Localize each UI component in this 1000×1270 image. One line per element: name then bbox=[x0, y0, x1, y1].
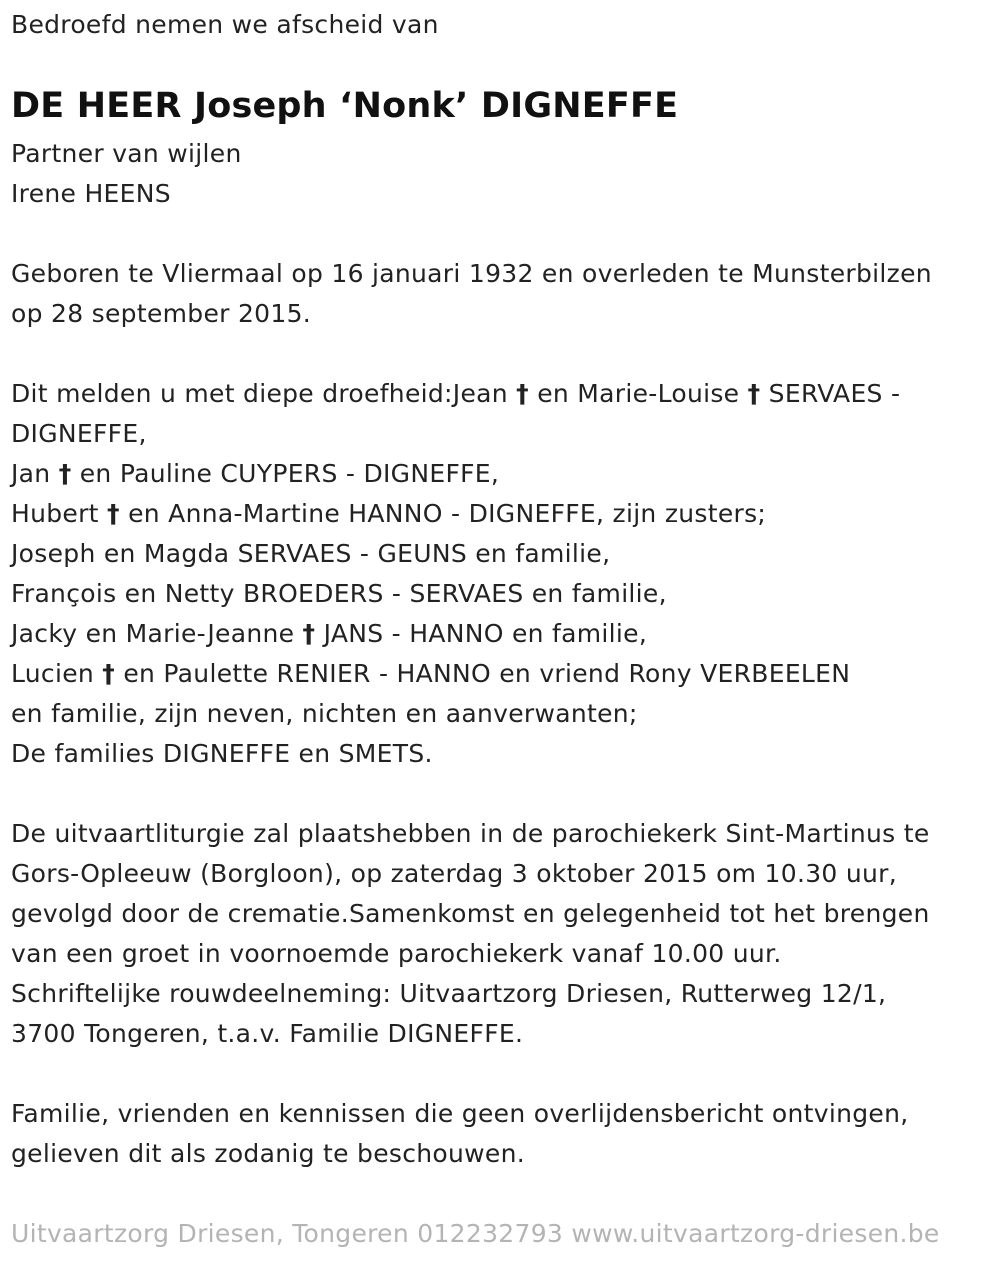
family-line-10: De families DIGNEFFE en SMETS. bbox=[11, 739, 433, 768]
family-line-3 bbox=[11, 454, 900, 494]
notice-section bbox=[11, 1094, 909, 1174]
family-line-9: en familie, zijn neven, nichten en aanverwanten; bbox=[11, 699, 638, 728]
notice-line-1: Familie, vrienden en kennissen die geen overlijdensbericht ontvingen, bbox=[11, 1099, 909, 1128]
family-text: SERVAES - bbox=[760, 379, 901, 408]
family-section bbox=[11, 374, 900, 774]
family-text: en Marie-Louise bbox=[528, 379, 748, 408]
cross-icon: † bbox=[747, 379, 761, 408]
family-line-1 bbox=[11, 374, 900, 414]
family-text: en Anna-Martine HANNO - DIGNEFFE, zijn zusters; bbox=[119, 499, 767, 528]
funeral-line-2: Gors-Opleeuw (Borgloon), op zaterdag 3 oktober 2015 om 10.30 uur, bbox=[11, 859, 897, 888]
family-text: en Paulette RENIER - HANNO en vriend Rony VERBEELEN bbox=[115, 659, 851, 688]
family-text: Hubert bbox=[11, 499, 108, 528]
footer-funeral-home: Uitvaartzorg Driesen, Tongeren 012232793 www.uitvaartzorg-driesen.be bbox=[11, 1219, 940, 1248]
family-line-8 bbox=[11, 654, 900, 694]
cross-icon: † bbox=[302, 619, 316, 648]
cross-icon: † bbox=[58, 459, 72, 488]
family-text: Dit melden u met diepe droefheid:Jean bbox=[11, 379, 517, 408]
cross-icon: † bbox=[516, 379, 529, 408]
cross-icon: † bbox=[107, 499, 120, 528]
funeral-section bbox=[11, 814, 930, 1054]
birth-death-section bbox=[11, 254, 932, 334]
funeral-line-4: van een groet in voornoemde parochiekerk vanaf 10.00 uur. bbox=[11, 939, 782, 968]
family-text: en Pauline CUYPERS - DIGNEFFE, bbox=[71, 459, 500, 488]
family-text: JANS - HANNO en familie, bbox=[315, 619, 648, 648]
family-line-2: DIGNEFFE, bbox=[11, 419, 147, 448]
cross-icon: † bbox=[102, 659, 116, 688]
family-text: Jacky en Marie-Jeanne bbox=[11, 619, 303, 648]
family-text: Lucien bbox=[11, 659, 103, 688]
family-line-4 bbox=[11, 494, 900, 534]
funeral-line-6: 3700 Tongeren, t.a.v. Familie DIGNEFFE. bbox=[11, 1019, 524, 1048]
family-line-6: François en Netty BROEDERS - SERVAES en familie, bbox=[11, 579, 667, 608]
family-text: Jan bbox=[11, 459, 59, 488]
funeral-line-3: gevolgd door de crematie.Samenkomst en gelegenheid tot het brengen bbox=[11, 899, 930, 928]
birth-death-line-1: Geboren te Vliermaal op 16 januari 1932 en overleden te Munsterbilzen bbox=[11, 259, 932, 288]
partner-name: Irene HEENS bbox=[11, 179, 171, 208]
family-line-7 bbox=[11, 614, 900, 654]
funeral-line-1: De uitvaartliturgie zal plaatshebben in de parochiekerk Sint-Martinus te bbox=[11, 819, 930, 848]
partner-line: Partner van wijlen bbox=[11, 139, 242, 168]
deceased-name: DE HEER Joseph ‘Nonk’ DIGNEFFE bbox=[11, 86, 679, 126]
birth-death-line-2: op 28 september 2015. bbox=[11, 299, 312, 328]
partner-section bbox=[11, 134, 242, 214]
family-line-5: Joseph en Magda SERVAES - GEUNS en familie, bbox=[11, 539, 611, 568]
funeral-line-5: Schriftelijke rouwdeelneming: Uitvaartzorg Driesen, Rutterweg 12/1, bbox=[11, 979, 887, 1008]
notice-line-2: gelieven dit als zodanig te beschouwen. bbox=[11, 1139, 525, 1168]
intro-text: Bedroefd nemen we afscheid van bbox=[11, 10, 439, 39]
